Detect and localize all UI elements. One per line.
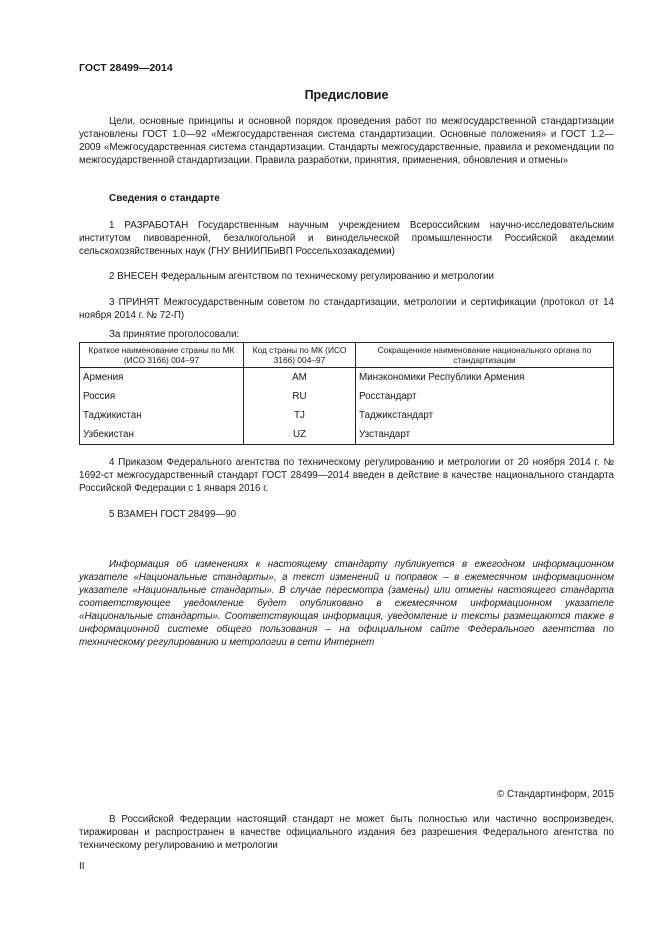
cell-body: Росстандарт xyxy=(356,387,614,406)
item-developed: 1 РАЗРАБОТАН Государственным научным учреждением Всероссийским научно-исследовательским институтом пивоваренной, безалкогольной и винодельческой промышленности Российской академии сельскохозяйственных наук (ГНУ ВНИИПБиВП Россельхозакадемии) xyxy=(79,220,614,257)
table-row xyxy=(80,387,614,406)
cell-code: UZ xyxy=(244,425,356,445)
changes-info: Информация об изменениях к настоящему стандарту публикуется в ежегодном информационном указателе «Национальные стандарты», а текст изменений и поправок – в ежемесячном информационном указателе «Национальные стандарты». В случае пересмотра (замены) или отмены настоящего стандарта соответствующее уведомление будет опубликовано в ежемесячном информационном указателе «Национальные стандарты». Соответствующая информация, уведомление и тексты размещаются также в информационной системе общего пользования – на официальном сайте Федерального агентства по техническому регулированию и метрологии в сети Интернет xyxy=(79,559,614,648)
cell-body: Минэкономики Республики Армения xyxy=(356,368,614,388)
header-body: Сокращенное наименование национального органа по стандартизации xyxy=(356,343,614,368)
cell-country: Узбекистан xyxy=(80,425,244,445)
header-country: Краткое наименование страны по МК (ИСО 3166) 004–97 xyxy=(80,343,244,368)
item-introduced: 2 ВНЕСЕН Федеральным агентством по техническому регулированию и метрологии xyxy=(109,271,495,282)
table-row xyxy=(80,368,614,388)
cell-country: Таджикистан xyxy=(80,406,244,425)
table-header-row xyxy=(80,343,614,368)
header-code: Код страны по МК (ИСО 3166) 004–97 xyxy=(244,343,356,368)
table-row xyxy=(80,425,614,445)
page-title: Предисловие xyxy=(304,88,389,102)
document-code: ГОСТ 28499—2014 xyxy=(79,62,173,74)
cell-body: Таджикстандарт xyxy=(356,406,614,425)
cell-code: AM xyxy=(244,368,356,388)
reproduction-notice: В Российской Федерации настоящий стандарт не может быть полностью или частично воспроизведен, тиражирован и распространен в качестве официального издания без разрешения Федерального агентства по техническому регулированию и метрологии xyxy=(79,814,614,851)
vote-label: За принятие проголосовали: xyxy=(109,329,240,340)
cell-code: RU xyxy=(244,387,356,406)
item-adopted: 3 ПРИНЯТ Межгосударственным советом по стандартизации, метрологии и сертификации (протокол от 14 ноября 2014 г. № 72-П) xyxy=(79,297,614,321)
cell-country: Россия xyxy=(80,387,244,406)
item-order: 4 Приказом Федерального агентства по техническому регулированию и метрологии от 20 ноября 2014 г. № 1692-ст межгосударственный стандарт ГОСТ 28499—2014 введен в действие в качестве национального стандарта Российской Федерации с 1 января 2016 г. xyxy=(79,457,614,494)
cell-body: Узстандарт xyxy=(356,425,614,445)
info-heading: Сведения о стандарте xyxy=(109,193,220,204)
copyright: © Стандартинформ, 2015 xyxy=(497,789,614,800)
vote-table xyxy=(79,342,614,445)
cell-code: TJ xyxy=(244,406,356,425)
cell-country: Армения xyxy=(80,368,244,388)
page-number: II xyxy=(79,861,85,872)
intro-paragraph: Цели, основные принципы и основной порядок проведения работ по межгосударственной стандартизации установлены ГОСТ 1.0—92 «Межгосударственная система стандартизации. Основные положения» и ГОСТ 1.2—2009 «Межгосударственная система стандартизации. Стандарты межгосударственные, правила и рекомендации по межгосударственной стандартизации. Правила разработки, принятия, применения, обновления и отмены» xyxy=(79,116,614,166)
table-row xyxy=(80,406,614,425)
item-replaces: 5 ВЗАМЕН ГОСТ 28499—90 xyxy=(109,509,237,520)
